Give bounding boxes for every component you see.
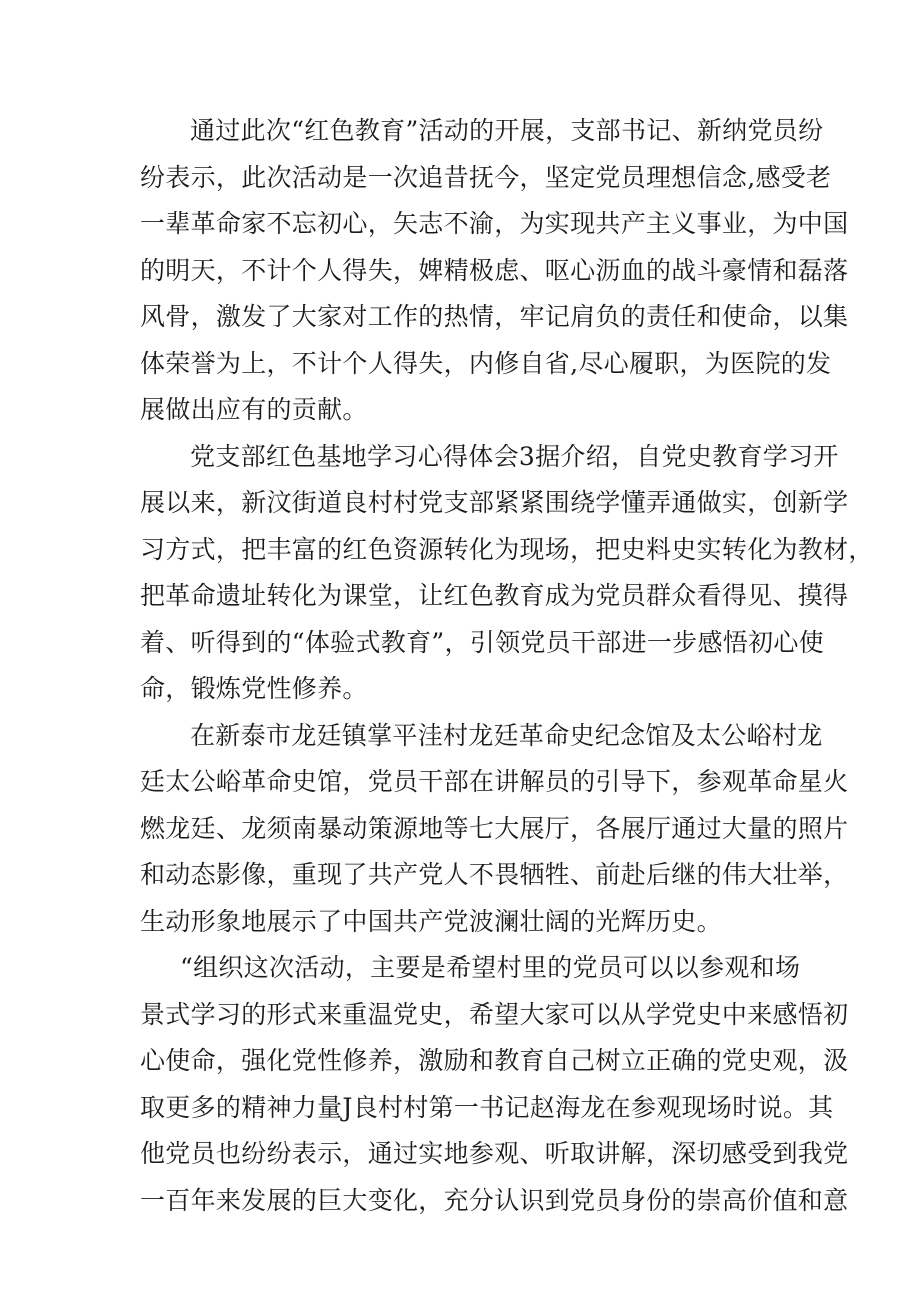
text-line: 燃龙廷、龙须南暴动策源地等七大展厅，各展厅通过大量的照片 xyxy=(140,813,849,843)
text-line: 一辈革命家不忘初心，矢志不渝，为实现共产主义事业，为中国 xyxy=(140,209,849,238)
text-line: 风骨，激发了大家对工作的热情，牢记肩负的责任和使命，以集 xyxy=(140,302,849,331)
text-line: 习方式，把丰富的红色资源转化为现场，把史料史实转化为教材， xyxy=(140,534,874,564)
text-line: 在新泰市龙廷镇掌平洼村龙廷革命史纪念馆及太公峪村龙 xyxy=(190,720,823,750)
paragraph-party-branch-study xyxy=(140,434,874,713)
text-line: 展做出应有的贡献。 xyxy=(140,395,368,424)
paragraph-secretary-quote xyxy=(140,945,849,1224)
text-line: 的明天，不计个人得失，婢精极虑、呕心沥血的战斗豪情和磊落 xyxy=(140,255,849,285)
text-line: 取更多的精神力量J良村村第一书记赵海龙在参观现场时说。其 xyxy=(140,1092,834,1122)
document-body xyxy=(140,108,874,1224)
text-line: 景式学习的形式来重温党史，希望大家可以从学党史中来感悟初 xyxy=(140,999,849,1029)
paragraph-red-education-activity xyxy=(140,108,849,434)
text-line: 他党员也纷纷表示，通过实地参观、听取讲解，深切感受到我党 xyxy=(140,1139,849,1168)
text-line: 命，锻炼党性修养。 xyxy=(140,674,368,703)
text-line: 纷表示，此次活动是一次追昔抚今，坚定党员理想信念,感受老 xyxy=(140,162,832,192)
text-line: 着、听得到的“体验式教育”，引领党员干部进一步感悟初心使 xyxy=(140,627,824,657)
paragraph-museum-visit xyxy=(140,713,849,946)
text-line: “组织这次活动，主要是希望村里的党员可以以参观和场 xyxy=(180,953,801,982)
text-line: 和动态影像，重现了共产党人不畏牺牲、前赴后继的伟大壮举， xyxy=(140,860,849,889)
text-line: 通过此次“红色教育”活动的开展，支部书记、新纳党员纷 xyxy=(190,116,824,145)
text-line: 心使命，强化党性修养，激励和教育自己树立正确的党史观，汲 xyxy=(140,1046,849,1075)
text-line: 生动形象地展示了中国共产党波澜壮阔的光辉历史。 xyxy=(140,906,722,936)
text-line: 体荣誉为上，不计个人得失，内修自省,尽心履职，为医院的发 xyxy=(140,348,832,378)
text-line: 一百年来发展的巨大变化，充分认识到党员身份的崇高价值和意 xyxy=(140,1185,849,1215)
text-line: 党支部红色基地学习心得体会3据介绍，自党史教育学习开 xyxy=(190,441,839,471)
text-line: 把革命遗址转化为课堂，让红色教育成为党员群众看得见、摸得 xyxy=(140,581,849,610)
text-line: 展以来，新汶街道良村村党支部紧紧围绕学懂弄通做实，创新学 xyxy=(140,488,849,517)
text-line: 廷太公峪革命史馆，党员干部在讲解员的引导下，参观革命星火 xyxy=(140,767,849,796)
